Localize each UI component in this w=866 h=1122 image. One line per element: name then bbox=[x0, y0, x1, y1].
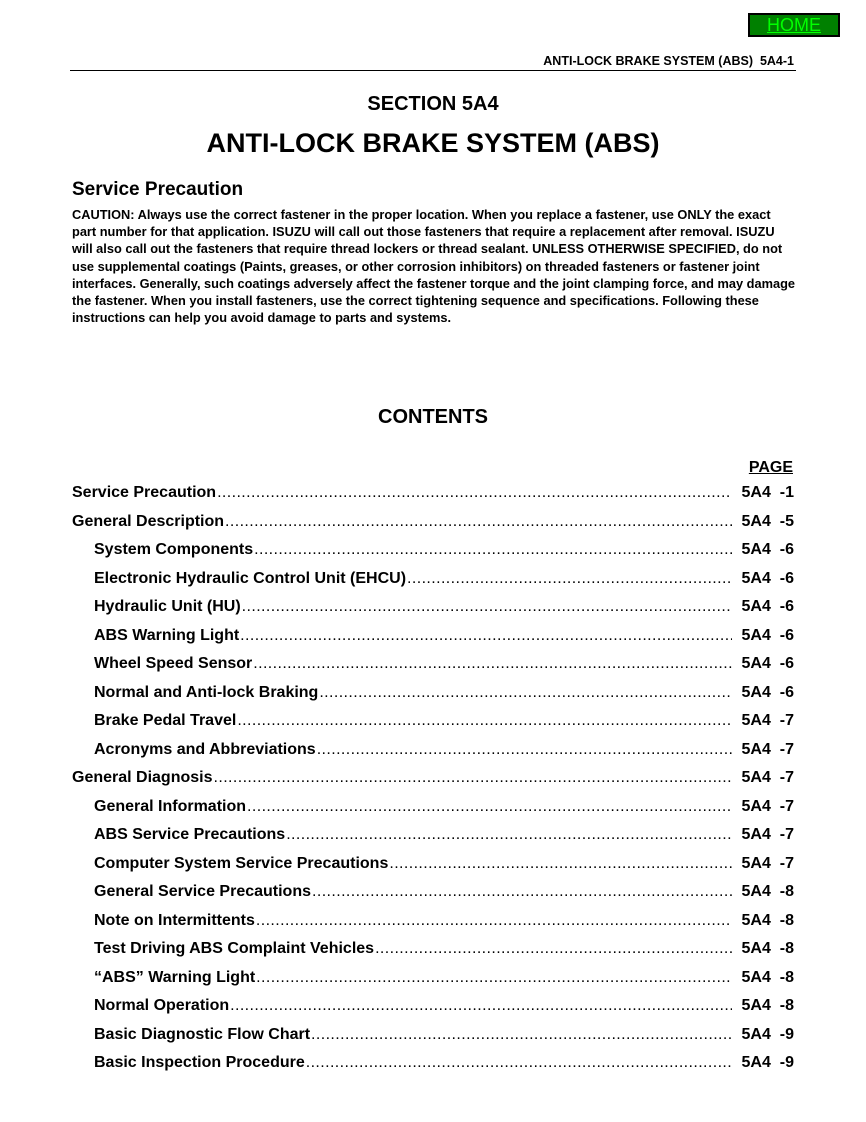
toc-entry[interactable] bbox=[72, 541, 794, 570]
toc-entry-page: 5A4 -7 bbox=[741, 854, 794, 872]
toc-dot-leader bbox=[389, 855, 732, 873]
toc-entry-title: “ABS” Warning Light bbox=[94, 968, 256, 986]
toc-entry-title: Computer System Service Precautions bbox=[94, 854, 389, 872]
toc-entry[interactable] bbox=[72, 940, 794, 969]
toc-dot-leader bbox=[237, 712, 732, 730]
contents-heading: CONTENTS bbox=[378, 406, 488, 428]
toc-dot-leader bbox=[306, 1054, 732, 1072]
toc-entry-page: 5A4 -8 bbox=[741, 968, 794, 986]
toc-entry[interactable] bbox=[72, 883, 794, 912]
toc-dot-leader bbox=[317, 741, 732, 759]
toc-entry-page: 5A4 -6 bbox=[741, 598, 794, 615]
toc-entry-title: Electronic Hydraulic Control Unit (EHCU) bbox=[94, 569, 407, 587]
toc-entry[interactable] bbox=[72, 712, 794, 741]
toc-entry-title: System Components bbox=[94, 541, 254, 558]
toc-entry[interactable] bbox=[72, 855, 794, 884]
toc-entry-title: Normal and Anti-lock Braking bbox=[94, 683, 319, 701]
toc-entry[interactable] bbox=[72, 969, 794, 998]
toc-dot-leader bbox=[286, 826, 732, 844]
toc-dot-leader bbox=[225, 513, 732, 531]
toc-entry-title: Basic Diagnostic Flow Chart bbox=[94, 1025, 311, 1043]
toc-entry-title: Normal Operation bbox=[94, 997, 230, 1014]
toc-entry-title: Hydraulic Unit (HU) bbox=[94, 598, 241, 615]
toc-entry-page: 5A4 -9 bbox=[741, 1054, 794, 1071]
toc-entry[interactable] bbox=[72, 684, 794, 713]
toc-entry[interactable] bbox=[72, 598, 794, 627]
toc-entry-title: Note on Intermittents bbox=[94, 911, 255, 929]
toc-entry[interactable] bbox=[72, 769, 794, 798]
toc-entry-title: General Diagnosis bbox=[72, 769, 213, 786]
toc-dot-leader bbox=[217, 484, 732, 502]
toc-entry-page: 5A4 -7 bbox=[741, 740, 794, 758]
toc-entry-title: General Description bbox=[72, 512, 225, 530]
toc-dot-leader bbox=[375, 940, 732, 958]
toc-dot-leader bbox=[256, 969, 732, 987]
toc-entry-title: Basic Inspection Procedure bbox=[94, 1054, 305, 1071]
toc-entry[interactable] bbox=[72, 513, 794, 542]
toc-dot-leader bbox=[242, 598, 732, 616]
toc-dot-leader bbox=[256, 912, 732, 930]
toc-entry-title: ABS Warning Light bbox=[94, 626, 240, 644]
toc-entry-page: 5A4 -1 bbox=[741, 484, 794, 501]
toc-entry-page: 5A4 -8 bbox=[741, 997, 794, 1014]
toc-entry-page: 5A4 -8 bbox=[741, 911, 794, 929]
section-number: SECTION 5A4 bbox=[367, 93, 499, 115]
toc-entry[interactable] bbox=[72, 627, 794, 656]
toc-entry-page: 5A4 -6 bbox=[741, 683, 794, 701]
toc-entry-page: 5A4 -6 bbox=[741, 569, 794, 587]
toc-entry[interactable] bbox=[72, 741, 794, 770]
toc-entry-page: 5A4 -5 bbox=[741, 512, 794, 530]
toc-entry[interactable] bbox=[72, 570, 794, 599]
toc-entry[interactable] bbox=[72, 912, 794, 941]
toc-entry[interactable] bbox=[72, 997, 794, 1026]
toc-entry-title: General Service Precautions bbox=[94, 883, 311, 900]
table-of-contents bbox=[72, 484, 794, 1083]
toc-entry-page: 5A4 -6 bbox=[741, 626, 794, 644]
toc-dot-leader bbox=[230, 997, 732, 1015]
running-header bbox=[70, 53, 796, 71]
toc-entry-page: 5A4 -7 bbox=[741, 826, 794, 843]
toc-dot-leader bbox=[407, 570, 732, 588]
toc-entry-page: 5A4 -7 bbox=[741, 797, 794, 815]
toc-entry[interactable] bbox=[72, 655, 794, 684]
toc-entry-page: 5A4 -8 bbox=[741, 940, 794, 957]
precaution-heading: Service Precaution bbox=[72, 179, 244, 200]
toc-entry[interactable] bbox=[72, 484, 794, 513]
page-column-label: PAGE bbox=[748, 459, 793, 476]
toc-entry[interactable] bbox=[72, 798, 794, 827]
toc-entry-page: 5A4 -7 bbox=[741, 712, 794, 729]
section-title: ANTI-LOCK BRAKE SYSTEM (ABS) bbox=[206, 128, 660, 158]
toc-entry-title: Brake Pedal Travel bbox=[94, 712, 237, 729]
toc-dot-leader bbox=[312, 883, 732, 901]
toc-entry-title: Wheel Speed Sensor bbox=[94, 655, 253, 672]
toc-dot-leader bbox=[253, 655, 732, 673]
toc-entry-page: 5A4 -6 bbox=[741, 541, 794, 558]
toc-dot-leader bbox=[247, 798, 732, 816]
home-button[interactable]: HOME bbox=[748, 13, 840, 37]
toc-entry[interactable] bbox=[72, 1054, 794, 1083]
toc-entry-title: Test Driving ABS Complaint Vehicles bbox=[94, 940, 375, 957]
toc-entry-title: Acronyms and Abbreviations bbox=[94, 740, 316, 758]
toc-dot-leader bbox=[240, 627, 732, 645]
toc-entry-page: 5A4 -7 bbox=[741, 769, 794, 786]
toc-entry-page: 5A4 -6 bbox=[741, 655, 794, 672]
toc-entry[interactable] bbox=[72, 826, 794, 855]
toc-dot-leader bbox=[214, 769, 733, 787]
running-header-text: ANTI-LOCK BRAKE SYSTEM (ABS) 5A4-1 bbox=[543, 54, 794, 68]
toc-entry-title: ABS Service Precautions bbox=[94, 826, 286, 843]
toc-dot-leader bbox=[311, 1026, 732, 1044]
caution-paragraph: CAUTION: Always use the correct fastener in the proper location. When you replace a fastener, use ONLY the exact part number for that application. ISUZU will call out those fasteners that require a replacement after removal. ISUZU will also call out the fasteners that require thread lockers or thread sealant. UNLESS OTHERWISE SPECIFIED, do not use supplemental coatings (Paints, greases, or other corrosion inhibitors) on threaded fasteners or fastener joint interfaces. Generally, such coatings adversely affect the fastener torque and the joint clamping force, and may damage the fastener. When you install fasteners, use the correct tightening sequence and specifications. Following these instructions can help you avoid damage to parts and systems. bbox=[72, 207, 796, 326]
toc-entry[interactable] bbox=[72, 1026, 794, 1055]
toc-entry-page: 5A4 -8 bbox=[741, 883, 794, 900]
toc-entry-title: General Information bbox=[94, 797, 247, 815]
toc-entry-page: 5A4 -9 bbox=[741, 1025, 794, 1043]
toc-dot-leader bbox=[254, 541, 732, 559]
toc-entry-title: Service Precaution bbox=[72, 484, 217, 501]
toc-dot-leader bbox=[319, 684, 732, 702]
